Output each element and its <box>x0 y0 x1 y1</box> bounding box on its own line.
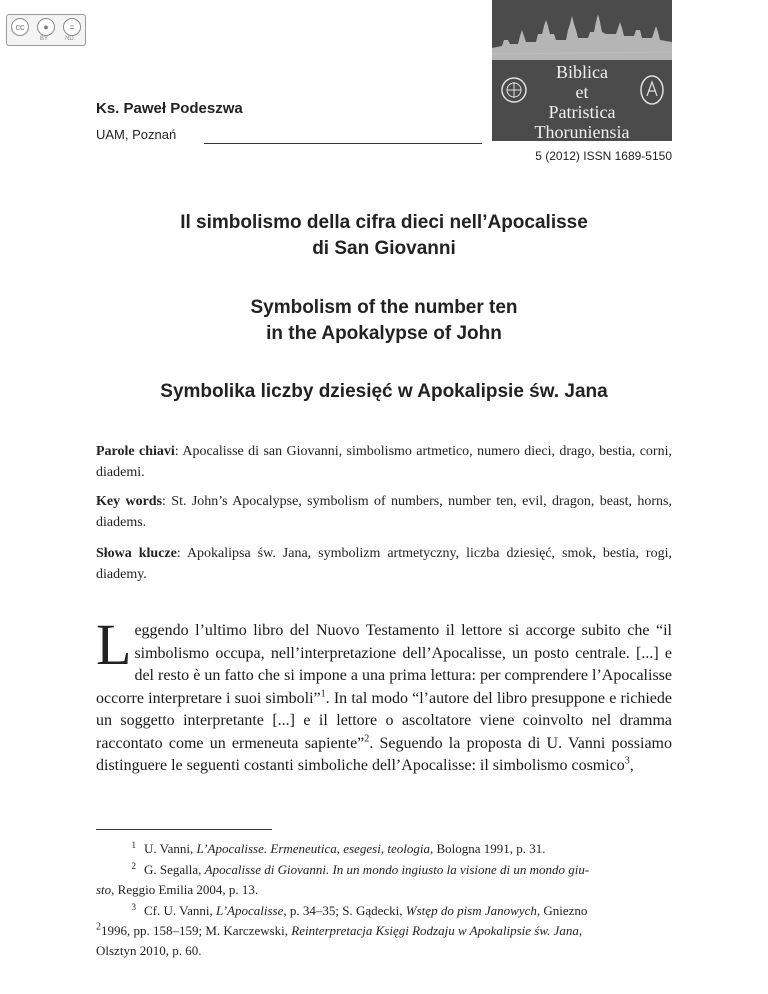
footnote-3-text-a: Cf. U. Vanni, <box>144 903 216 918</box>
keywords-english-label: Key words <box>96 494 163 509</box>
footnote-1-text-a: U. Vanni, <box>144 841 197 856</box>
footnote-2-title: Apocalisse di Giovanni. In un mondo ingiusto la visione di un mondo giu- <box>204 862 590 877</box>
footnote-3-text-b: , p. 34–35; S. Gądecki, <box>283 903 406 918</box>
footnote-3-title-2: Wstęp do pism Janowych <box>405 903 537 918</box>
footnote-ref-2[interactable]: 2 <box>364 733 370 745</box>
title-english-line1: Symbolism of the number ten <box>250 297 518 318</box>
title-italian <box>96 210 672 262</box>
footnote-3-text-d: 1996, pp. 158–159; M. Karczewski, <box>101 923 292 938</box>
footnote-3-text-f: Olsztyn 2010, p. 60. <box>96 943 202 958</box>
city-skyline-icon <box>492 0 672 60</box>
footnote-3-text-c: , Gniezno <box>536 903 588 918</box>
journal-title-line2: et <box>575 82 589 102</box>
cc-icon <box>11 18 29 36</box>
keywords-polish-label: Słowa klucze <box>96 546 177 561</box>
journal-title <box>492 62 672 141</box>
keywords-italian-text: : Apocalisse di san Giovanni, simbolismo artmetico, numero dieci, drago, bestia, corni, diademi. <box>96 444 672 480</box>
body-paragraph <box>96 612 673 778</box>
footnote-2: 2 G. Segalla, Apocalisse di Giovanni. In un mondo ingiusto la visione di un mondo giu- sto, Reggio Emilia 2004, p. 13. <box>96 860 590 897</box>
footnote-3-text-e: , <box>578 923 583 938</box>
keywords-polish <box>96 543 672 585</box>
author-affiliation: UAM, Poznań <box>96 127 177 142</box>
journal-title-line4: Thoruniensia <box>534 122 630 141</box>
title-italian-line1: Il simbolismo della cifra dieci nell’Apocalisse <box>180 212 588 233</box>
cc-label: cc <box>15 22 25 32</box>
footnote-2-title-cont: sto <box>96 882 112 897</box>
keywords-italian <box>96 441 672 483</box>
footnote-2-text-b: , Reggio Emilia 2004, p. 13. <box>111 882 259 897</box>
footnote-rule <box>96 829 272 830</box>
body-text-1: eggendo l’ultimo libro del Nuovo Testamento il lettore si accorge subito che “il simbolismo occupa, nell’interpretazione dell’Apocalisse, un posto centrale. [...] e del resto è un fatto che si impone a una prima lettura: per comprendere l’Apocalisse occorre interpretare i suoi simboli” <box>96 622 672 707</box>
body-text-3: . Seguendo la proposta di U. Vanni possiamo distinguere le seguenti costanti simboliche dell’Apocalisse: il simbolismo cosmico <box>96 734 673 774</box>
by-label: BY <box>40 36 49 42</box>
title-polish: Symbolika liczby dziesięć w Apokalipsie św. Jana <box>160 381 608 402</box>
footnote-ref-1[interactable]: 1 <box>320 688 326 700</box>
keywords-english <box>96 491 672 533</box>
title-english-line2: in the Apokalypse of John <box>266 323 502 344</box>
footnote-1: 1 U. Vanni, L’Apocalisse. Ermeneutica, esegesi, teologia, Bologna 1991, p. 31. <box>131 839 546 856</box>
footnote-1-text-b: , Bologna 1991, p. 31. <box>429 841 546 856</box>
author-name: Ks. Paweł Podeszwa <box>96 100 243 117</box>
footnote-3-title-3: Reinterpretacja Księgi Rodzaju w Apokalipsie św. Jana <box>291 923 579 938</box>
drop-cap: L <box>96 612 132 677</box>
body-text-4: , <box>629 757 634 774</box>
body-text-2: . In tal modo “l’autore del libro presuppone e richiede un soggetto interpretante [...] e il lettore o ascoltatore viene coinvolto nel dramma raccontato come un ermeneuta sapiente” <box>96 689 673 752</box>
equals-icon: = <box>63 18 81 36</box>
keywords-italian-label: Parole chiavi <box>96 444 175 459</box>
journal-title-line3: Patristica <box>548 102 616 122</box>
journal-title-line1: Biblica <box>556 62 608 82</box>
person-icon: ● <box>37 18 55 36</box>
cc-license-badge <box>6 14 86 46</box>
footnote-ref-3[interactable]: 3 <box>624 755 630 767</box>
footnote-1-title: L’Apocalisse. Ermeneutica, esegesi, teologia <box>196 841 430 856</box>
title-english <box>96 295 672 347</box>
nd-label: ND <box>65 36 74 42</box>
keywords-polish-text: : Apokalipsa św. Jana, symbolizm artmetyczny, liczba dziesięć, smok, bestia, rogi, diademy. <box>96 546 672 582</box>
footnote-3-edition: 2 <box>96 921 101 933</box>
journal-header-box <box>492 0 672 141</box>
issue-issn: 5 (2012) ISSN 1689-5150 <box>535 149 672 163</box>
footnotes <box>96 839 672 962</box>
keywords-english-text: : St. John’s Apocalypse, symbolism of numbers, number ten, evil, dragon, beast, horns, diadems. <box>96 494 672 530</box>
footnote-3: 3 Cf. U. Vanni, L’Apocalisse, p. 34–35; S. Gądecki, Wstęp do pism Janowych, Gniezno $^2$1996, pp. 158–159; M. Karczewski, Reinterpretacja Księgi Rodzaju w Apokalipsie św. Jana, Olsztyn 2010, p. 60. <box>96 901 588 958</box>
footnote-3-title-1: L’Apocalisse <box>215 903 284 918</box>
footnote-2-text-a: G. Segalla, <box>144 862 205 877</box>
affiliation-rule <box>204 143 482 144</box>
title-italian-line2: di San Giovanni <box>312 238 456 259</box>
